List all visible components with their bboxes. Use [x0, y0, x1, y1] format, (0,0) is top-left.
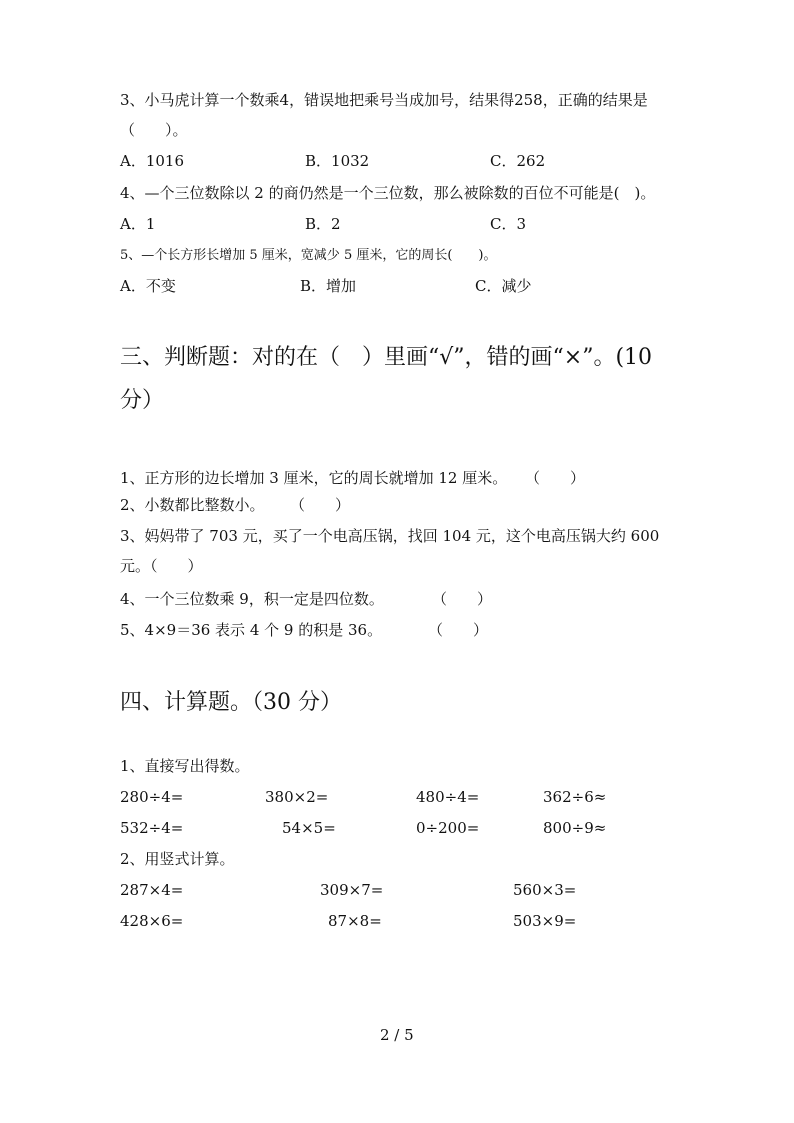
vertical-calc-item: 309×7=: [320, 881, 384, 899]
section3-title: 三、判断题：对的在（ ）里画“√”，错的画“×”。(10: [120, 345, 653, 370]
judge-item-1-paren: （ ）: [525, 469, 586, 487]
page-number: 2 / 5: [380, 1026, 414, 1044]
q5-option-a: A．不变: [120, 277, 176, 295]
q4-option-a: A．1: [120, 215, 156, 233]
q3-option-c: C．262: [490, 152, 546, 170]
calc-item: 54×5=: [282, 819, 336, 837]
q5-text: 5、—个长方形长增加 5 厘米，宽减少 5 厘米，它的周长( )。: [120, 248, 497, 263]
section4-title: 四、计算题。（30 分）: [120, 690, 342, 715]
q5-option-b: B．增加: [300, 277, 357, 295]
calc-item: 480÷4=: [416, 788, 480, 806]
judge-item-2-paren: （ ）: [290, 496, 351, 514]
q3-option-a: A．1016: [120, 152, 185, 170]
section3-title-cont: 分）: [120, 388, 165, 413]
judge-item-5: 5、4×9＝36 表示 4 个 9 的积是 36。: [120, 621, 383, 639]
q3-line2: （ ）。: [120, 121, 188, 139]
calc-item: 532÷4=: [120, 819, 184, 837]
calc-item: 362÷6≈: [543, 788, 607, 806]
vertical-calc-item: 287×4=: [120, 881, 184, 899]
vertical-calc-item: 87×8=: [328, 912, 382, 930]
q3-option-b: B．1032: [305, 152, 370, 170]
judge-item-1: 1、正方形的边长增加 3 厘米，它的周长就增加 12 厘米。: [120, 469, 508, 487]
vertical-calc-item: 428×6=: [120, 912, 184, 930]
judge-item-3-cont: 元。（ ）: [120, 557, 203, 575]
judge-item-2: 2、小数都比整数小。: [120, 496, 265, 514]
calc-item: 0÷200=: [416, 819, 480, 837]
calc-item: 800÷9≈: [543, 819, 607, 837]
judge-item-4-paren: （ ）: [432, 590, 493, 608]
q4-option-c: C．3: [490, 215, 527, 233]
q4-option-b: B．2: [305, 215, 341, 233]
q5-option-c: C．减少: [475, 277, 532, 295]
judge-item-4: 4、一个三位数乘 9，积一定是四位数。: [120, 590, 384, 608]
judge-item-3: 3、妈妈带了 703 元，买了一个电高压锅，找回 104 元，这个电高压锅大约 600: [120, 527, 660, 545]
q3-line1: 3、小马虎计算一个数乘4，错误地把乘号当成加号，结果得258，正确的结果是: [120, 91, 648, 109]
vertical-calc-item: 560×3=: [513, 881, 577, 899]
calc-item: 380×2=: [265, 788, 329, 806]
calc-subtitle-2: 2、用竖式计算。: [120, 850, 235, 868]
judge-item-5-paren: （ ）: [428, 621, 489, 639]
calc-subtitle-1: 1、直接写出得数。: [120, 757, 250, 775]
vertical-calc-item: 503×9=: [513, 912, 577, 930]
calc-item: 280÷4=: [120, 788, 184, 806]
q4-text: 4、—个三位数除以 2 的商仍然是一个三位数，那么被除数的百位不可能是( )。: [120, 184, 656, 202]
